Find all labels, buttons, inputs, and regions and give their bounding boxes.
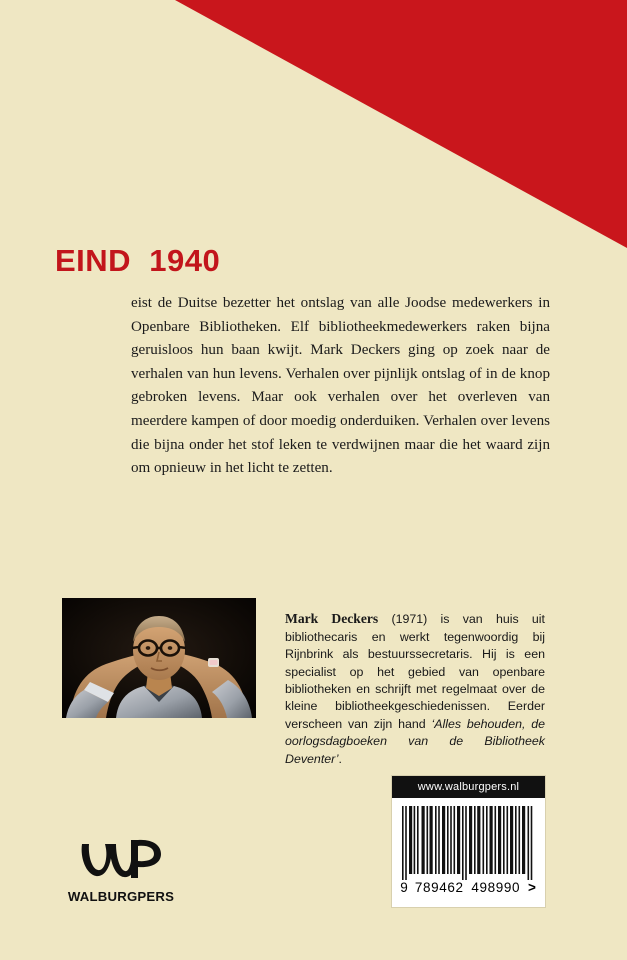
author-bio-text-1: (1971) is van huis uit bibliothecaris en werkt tegenwoordig bij Rijnbrink als bestuurssecretaris. Hij is een specialist op het gebied van openbare bibliotheken en schrijft met regelmaat over de kleine bibliotheekgeschiedenissen. Eerder verscheen van zijn hand xyxy=(285,612,546,731)
isbn-tail-marker: > xyxy=(528,880,536,895)
red-diagonal-banner xyxy=(0,0,627,260)
barcode-area xyxy=(392,798,545,907)
barcode-bars-icon xyxy=(402,806,535,880)
publisher-logo xyxy=(62,836,180,904)
publisher-name: WALBURGPERS xyxy=(67,889,175,904)
barcode-block xyxy=(391,775,546,908)
isbn-group-1: 789462 xyxy=(414,880,464,895)
page-title: EIND 1940 xyxy=(55,243,221,278)
isbn-lead-digit: 9 xyxy=(400,880,408,895)
blurb-paragraph: eist de Duitse bezetter het ontslag van alle Joodse medewerkers in Openbare Bibliotheken. Elf bibliotheekmedewerkers raken bijna geruisloos hun baan kwijt. Mark Deckers ging op zoek naar de verhalen van hun levens. Verhalen over pijnlijk ontslag of in de knop gebroken levens. Maar ook verhalen over het overleven van meerdere kampen of door moedig onderduiken. Verhalen over levens die bijna onder het stof leken te verdwijnen maar die het waard zijn om opnieuw in het licht te zetten. xyxy=(131,295,550,477)
author-name: Mark Deckers xyxy=(285,611,379,627)
author-bio-text-2: . xyxy=(338,751,342,766)
walburgpers-monogram-icon xyxy=(76,836,166,882)
publisher-url[interactable]: www.walburgpers.nl xyxy=(392,776,545,798)
barcode-digits xyxy=(392,880,545,895)
previous-book-title: ‘Alles behouden, de oorlogsdagboeken van de Bibliotheek Deventer’ xyxy=(285,716,545,766)
author-bio xyxy=(285,610,545,768)
author-photo xyxy=(62,598,256,718)
isbn-group-2: 498990 xyxy=(471,880,521,895)
